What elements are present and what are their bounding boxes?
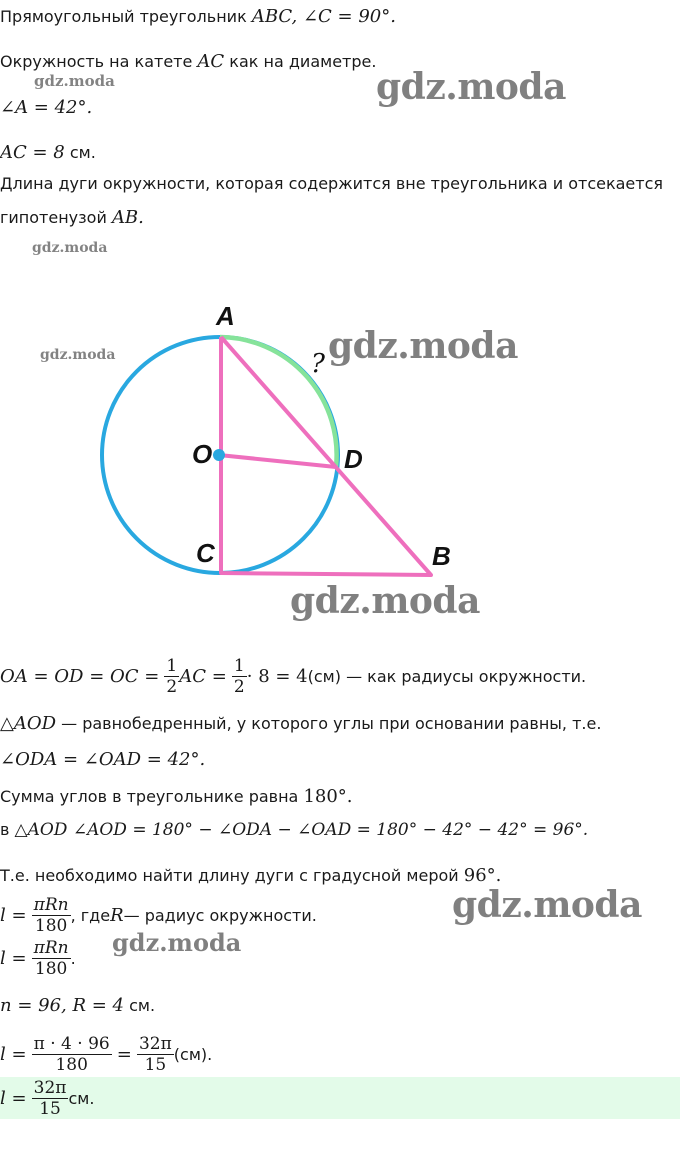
- solution-math: OA = OD = OC =: [0, 665, 160, 687]
- solution-text: Сумма углов в треугольнике равна: [0, 787, 304, 806]
- solution-text: , где: [70, 905, 111, 925]
- solution-line-5: [0, 819, 588, 841]
- fraction-numerator: π · 4 · 96: [33, 1033, 110, 1054]
- solution-text: см.: [124, 996, 156, 1015]
- solution-line-8: [0, 935, 76, 981]
- fraction-denominator: 15: [144, 1054, 167, 1075]
- answer-highlight: [0, 1077, 680, 1119]
- fraction-numerator: πRn: [33, 894, 69, 915]
- problem-text: см.: [64, 143, 96, 162]
- problem-text: как на диаметре.: [224, 52, 377, 71]
- solution-math: l =: [0, 947, 27, 969]
- solution-math: 96°.: [463, 865, 502, 886]
- fraction-numerator: 1: [233, 655, 245, 676]
- fraction-denominator: 180: [34, 915, 68, 936]
- solution-math: △AOD ∠AOD = 180° − ∠ODA − ∠OAD = 180° − 42° − 42° = 96°.: [14, 820, 589, 840]
- watermark: gdz.moda: [290, 580, 480, 622]
- watermark: gdz.moda: [40, 347, 116, 363]
- problem-line-5: [0, 173, 663, 195]
- solution-text: .: [70, 948, 76, 968]
- solution-math: l =: [0, 1043, 27, 1065]
- watermark: gdz.moda: [328, 325, 518, 367]
- fraction-denominator: 2: [233, 676, 245, 697]
- problem-line-2: [0, 51, 376, 73]
- fraction-numerator: 1: [166, 655, 178, 676]
- fraction: [232, 656, 247, 697]
- solution-line-3: [0, 749, 205, 771]
- problem-math: ∠A = 42°.: [0, 97, 93, 118]
- solution-math: ∠ODA = ∠OAD = 42°.: [0, 749, 206, 770]
- problem-line-1: [0, 6, 396, 28]
- fraction-numerator: πRn: [33, 937, 69, 958]
- solution-math: △AOD: [0, 713, 57, 734]
- label-a: A: [216, 301, 235, 331]
- solution-text: (см) — как радиусы окружности.: [307, 666, 587, 686]
- fraction-denominator: 180: [34, 958, 68, 979]
- question-mark: ?: [311, 349, 325, 379]
- answer-math: l =: [0, 1087, 27, 1109]
- problem-line-6: [0, 207, 144, 229]
- solution-text: Т.е. необходимо найти длину дуги с градусной мерой: [0, 866, 464, 885]
- solution-text: (см).: [173, 1044, 213, 1064]
- fraction: [32, 938, 71, 979]
- fraction: [32, 1034, 112, 1075]
- problem-math: AB.: [111, 207, 144, 228]
- problem-math: AC = 8: [0, 142, 65, 163]
- triangle-abc: [221, 337, 431, 575]
- solution-text: в: [0, 820, 15, 839]
- answer-line: [0, 1076, 94, 1120]
- solution-line-10: [0, 1030, 212, 1078]
- watermark: gdz.moda: [376, 66, 566, 108]
- problem-text: Окружность на катете: [0, 52, 198, 71]
- center-point: [213, 449, 225, 461]
- label-b: B: [432, 541, 451, 571]
- solution-line-6: [0, 865, 501, 887]
- fraction-numerator: 32π: [138, 1033, 172, 1054]
- solution-line-4: [0, 786, 353, 808]
- solution-math: 180°.: [303, 786, 353, 807]
- problem-text: Прямоугольный треугольник: [0, 7, 252, 26]
- fraction-denominator: 180: [55, 1054, 88, 1075]
- fraction: [32, 895, 71, 936]
- fraction-denominator: 15: [39, 1098, 61, 1119]
- problem-text: Длина дуги окружности, которая содержится вне треугольника и отсекается: [0, 174, 664, 193]
- solution-math: n = 96, R = 4: [0, 995, 124, 1016]
- solution-math: · 8 = 4: [246, 665, 308, 687]
- problem-math: AC: [197, 51, 225, 72]
- solution-line-1: [0, 653, 586, 699]
- fraction-numerator: 32π: [33, 1077, 67, 1098]
- fraction: [164, 656, 179, 697]
- solution-math: R: [110, 904, 124, 926]
- fraction: [32, 1078, 69, 1119]
- label-o: O: [192, 439, 213, 469]
- watermark: gdz.moda: [32, 240, 108, 256]
- solution-math: l =: [0, 904, 27, 926]
- solution-text: — радиус окружности.: [123, 905, 317, 925]
- label-d: D: [344, 444, 363, 474]
- problem-line-4: [0, 142, 96, 164]
- label-c: C: [196, 538, 215, 568]
- solution-math: =: [116, 1043, 132, 1065]
- fraction: [137, 1034, 174, 1075]
- radius-od: [219, 455, 336, 467]
- problem-text: гипотенузой: [0, 208, 112, 227]
- watermark: gdz.moda: [34, 72, 115, 90]
- solution-math: AC =: [179, 665, 227, 687]
- watermark: gdz.moda: [112, 928, 242, 957]
- solution-line-9: [0, 995, 155, 1017]
- solution-text: — равнобедренный, у которого углы при основании равны, т.е.: [56, 714, 602, 733]
- solution-line-2: [0, 713, 601, 735]
- answer-text: см.: [68, 1088, 95, 1108]
- problem-math: ABC, ∠C = 90°.: [251, 6, 396, 27]
- fraction-denominator: 2: [166, 676, 178, 697]
- problem-line-3: [0, 97, 92, 119]
- watermark: gdz.moda: [452, 884, 642, 926]
